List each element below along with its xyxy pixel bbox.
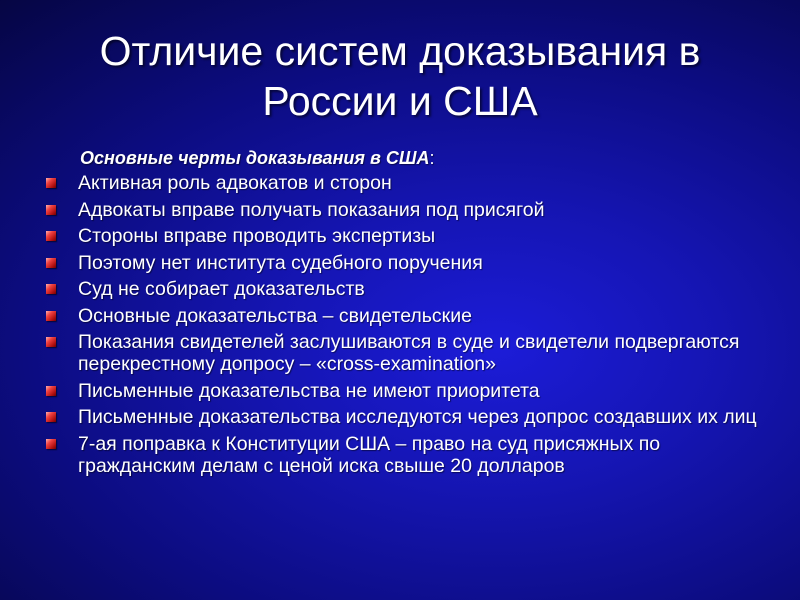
red-square-bullet-icon xyxy=(46,412,56,422)
slide-title: Отличие систем доказывания в России и США xyxy=(99,28,701,124)
red-square-bullet-icon xyxy=(46,231,56,241)
bullet-item xyxy=(46,380,766,402)
bullet-text: Адвокаты вправе получать показания под присягой xyxy=(78,198,545,221)
bullet-text: Основные доказательства – свидетельские xyxy=(78,304,472,327)
bullet-item xyxy=(46,406,766,428)
bullet-text: Суд не собирает доказательств xyxy=(78,278,365,300)
bullet-text: 7-ая поправка к Конституции США – право на суд присяжных по гражданским делам с ценой иска свыше 20 долларов xyxy=(78,432,661,477)
subtitle-colon: : xyxy=(429,148,435,168)
red-square-bullet-icon xyxy=(46,439,56,449)
bullet-item xyxy=(46,172,766,194)
red-square-bullet-icon xyxy=(46,337,56,347)
bullet-text: Показания свидетелей заслушиваются в суде и свидетели подвергаются перекрестному допросу – «cross-examination» xyxy=(78,331,740,375)
bullet-item xyxy=(46,199,766,221)
bullet-text: Поэтому нет института судебного поручения xyxy=(78,251,483,274)
red-square-bullet-icon xyxy=(46,284,56,294)
subtitle-text: Основные черты доказывания в США xyxy=(80,148,430,168)
bullet-item xyxy=(46,305,766,327)
red-square-bullet-icon xyxy=(46,258,56,268)
red-square-bullet-icon xyxy=(46,178,56,188)
bullet-item xyxy=(46,433,766,477)
bullet-text: Стороны вправе проводить экспертизы xyxy=(78,225,436,247)
bullet-item xyxy=(46,252,766,274)
red-square-bullet-icon xyxy=(46,311,56,321)
red-square-bullet-icon xyxy=(46,386,56,396)
bullet-item xyxy=(46,278,766,300)
bullet-text: Письменные доказательства не имеют приоритета xyxy=(78,379,540,402)
bullet-text: Письменные доказательства исследуются через допрос создавших их лиц xyxy=(78,406,757,428)
bullet-item xyxy=(46,331,766,375)
slide-subtitle xyxy=(80,146,435,170)
red-square-bullet-icon xyxy=(46,205,56,215)
bullet-item xyxy=(46,225,766,247)
bullet-list xyxy=(46,172,766,481)
bullet-text: Активная роль адвокатов и сторон xyxy=(78,172,392,194)
